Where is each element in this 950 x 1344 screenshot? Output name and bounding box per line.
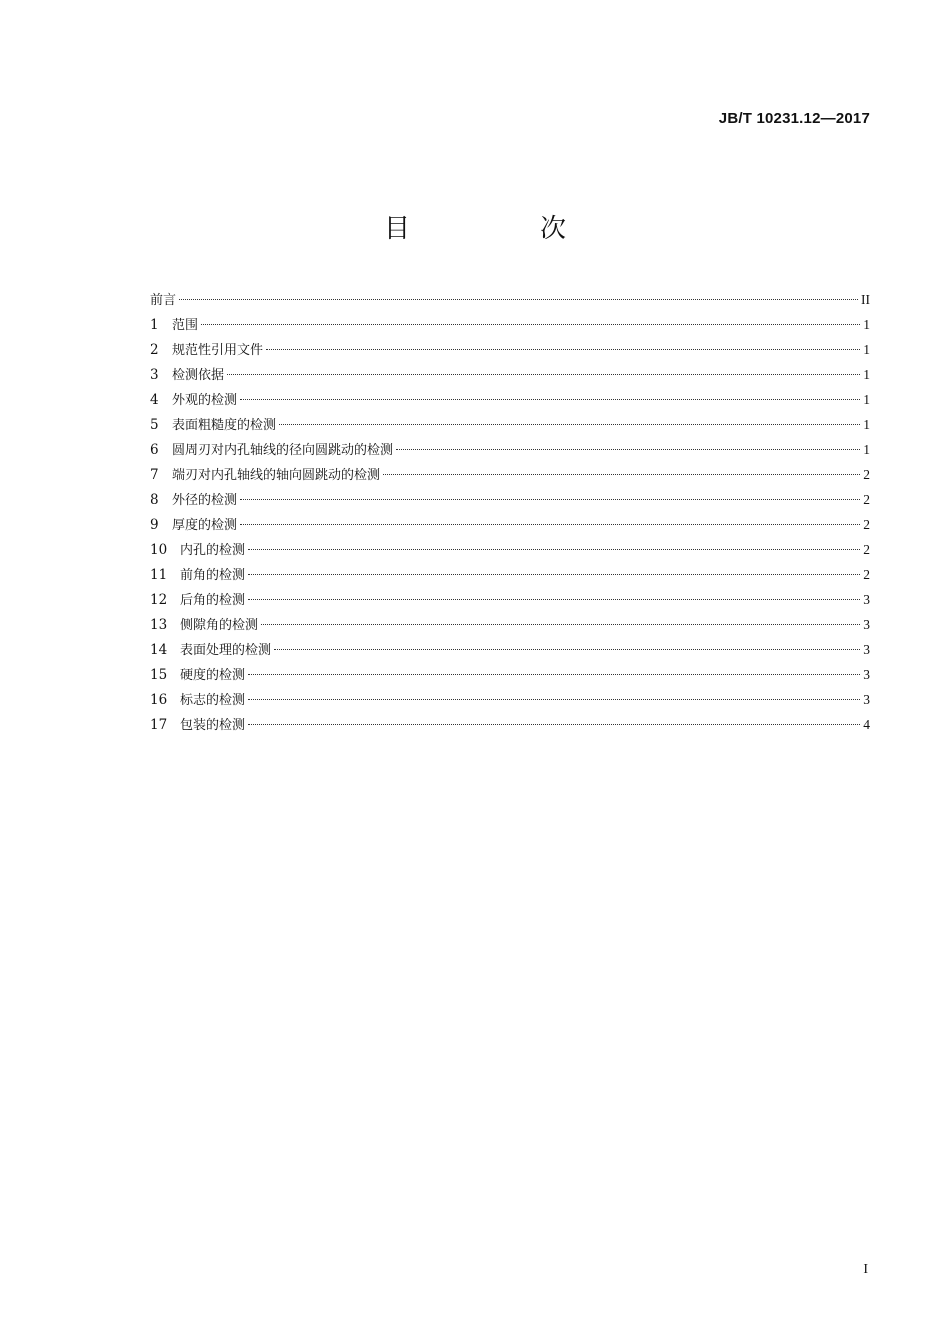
toc-entry-page: 2 [863,467,870,482]
toc-entry-page: 3 [863,592,870,607]
toc-entry-label: 外观的检测 [172,393,238,408]
toc-entry[interactable] [150,312,870,337]
toc-entry-page: 3 [863,692,870,707]
toc-entry-number: 5 [150,417,159,433]
toc-dot-leader [248,724,860,725]
page-title: 目 次 [383,214,618,244]
toc-entry-page: 1 [863,342,870,357]
toc-entry[interactable] [150,662,870,687]
toc-entry[interactable] [150,512,870,537]
toc-dot-leader [240,499,860,500]
toc-entry-label: 外径的检测 [172,493,238,508]
toc-entry[interactable] [150,712,870,737]
toc-entry-label: 范围 [172,318,199,333]
toc-entry-label: 规范性引用文件 [172,343,264,358]
toc-entry-label: 端刃对内孔轴线的轴向圆跳动的检测 [172,468,381,483]
toc-entry[interactable] [150,387,870,412]
toc-entry-number: 2 [150,342,159,358]
toc-entry-label: 包装的检测 [180,718,246,733]
toc-dot-leader [179,299,858,300]
toc-entry-number: 6 [150,442,159,458]
toc-entry[interactable] [150,687,870,712]
toc-entry-page: II [861,292,870,307]
toc-dot-leader [201,324,860,325]
toc-dot-leader [248,674,860,675]
toc-dot-leader [261,624,860,625]
toc-entry-page: 1 [863,317,870,332]
toc-entry-page: 1 [863,442,870,457]
toc-entry[interactable] [150,437,870,462]
toc-entry[interactable] [150,587,870,612]
toc-entry-number: 13 [150,617,168,633]
toc-dot-leader [248,549,860,550]
toc-entry-page: 3 [863,617,870,632]
toc-dot-leader [240,399,860,400]
toc-entry-number: 7 [150,467,159,483]
toc-entry[interactable] [150,362,870,387]
toc-entry-label: 内孔的检测 [180,543,246,558]
toc-entry-label: 圆周刃对内孔轴线的径向圆跳动的检测 [172,443,394,458]
toc-dot-leader [227,374,860,375]
toc-dot-leader [274,649,860,650]
toc-entry[interactable] [150,637,870,662]
toc-entry-label: 后角的检测 [180,593,246,608]
toc-entry-label: 前角的检测 [180,568,246,583]
standard-code: JB/T 10231.12—2017 [718,110,870,127]
toc-entry-page: 1 [863,417,870,432]
toc-entry-label: 侧隙角的检测 [180,618,259,633]
toc-entry-label: 检测依据 [172,368,225,383]
toc-entry-page: 4 [863,717,870,732]
toc-dot-leader [383,474,860,475]
toc-entry-label: 前言 [150,293,177,308]
toc-dot-leader [396,449,860,450]
toc-entry-number: 1 [150,317,159,333]
toc-entry-number: 8 [150,492,159,508]
toc-entry-page: 2 [863,567,870,582]
toc-entry-number: 4 [150,392,159,408]
toc-entry-label: 表面处理的检测 [180,643,272,658]
toc-entry[interactable] [150,562,870,587]
toc-entry[interactable] [150,537,870,562]
table-of-contents [150,287,870,737]
page-number: I [863,1262,868,1277]
toc-entry-number: 3 [150,367,159,383]
toc-entry-number: 16 [150,692,168,708]
toc-entry[interactable] [150,487,870,512]
toc-dot-leader [240,524,860,525]
toc-entry-page: 1 [863,367,870,382]
toc-entry[interactable] [150,337,870,362]
toc-entry[interactable] [150,612,870,637]
toc-dot-leader [279,424,860,425]
toc-entry-number: 14 [150,642,168,658]
toc-entry[interactable] [150,287,870,312]
toc-entry-page: 3 [863,667,870,682]
toc-entry-label: 硬度的检测 [180,668,246,683]
toc-entry-number: 15 [150,667,168,683]
toc-entry-page: 2 [863,492,870,507]
toc-entry[interactable] [150,462,870,487]
toc-entry-number: 12 [150,592,168,608]
toc-dot-leader [248,574,860,575]
toc-entry-label: 厚度的检测 [172,518,238,533]
toc-dot-leader [266,349,860,350]
toc-entry[interactable] [150,412,870,437]
toc-entry-page: 3 [863,642,870,657]
toc-entry-page: 2 [863,542,870,557]
toc-dot-leader [248,599,860,600]
toc-dot-leader [248,699,860,700]
toc-entry-number: 9 [150,517,159,533]
toc-entry-number: 10 [150,542,168,558]
toc-entry-number: 17 [150,717,168,733]
toc-entry-number: 11 [150,567,168,583]
toc-entry-label: 表面粗糙度的检测 [172,418,277,433]
toc-entry-page: 1 [863,392,870,407]
toc-entry-label: 标志的检测 [180,693,246,708]
toc-entry-page: 2 [863,517,870,532]
